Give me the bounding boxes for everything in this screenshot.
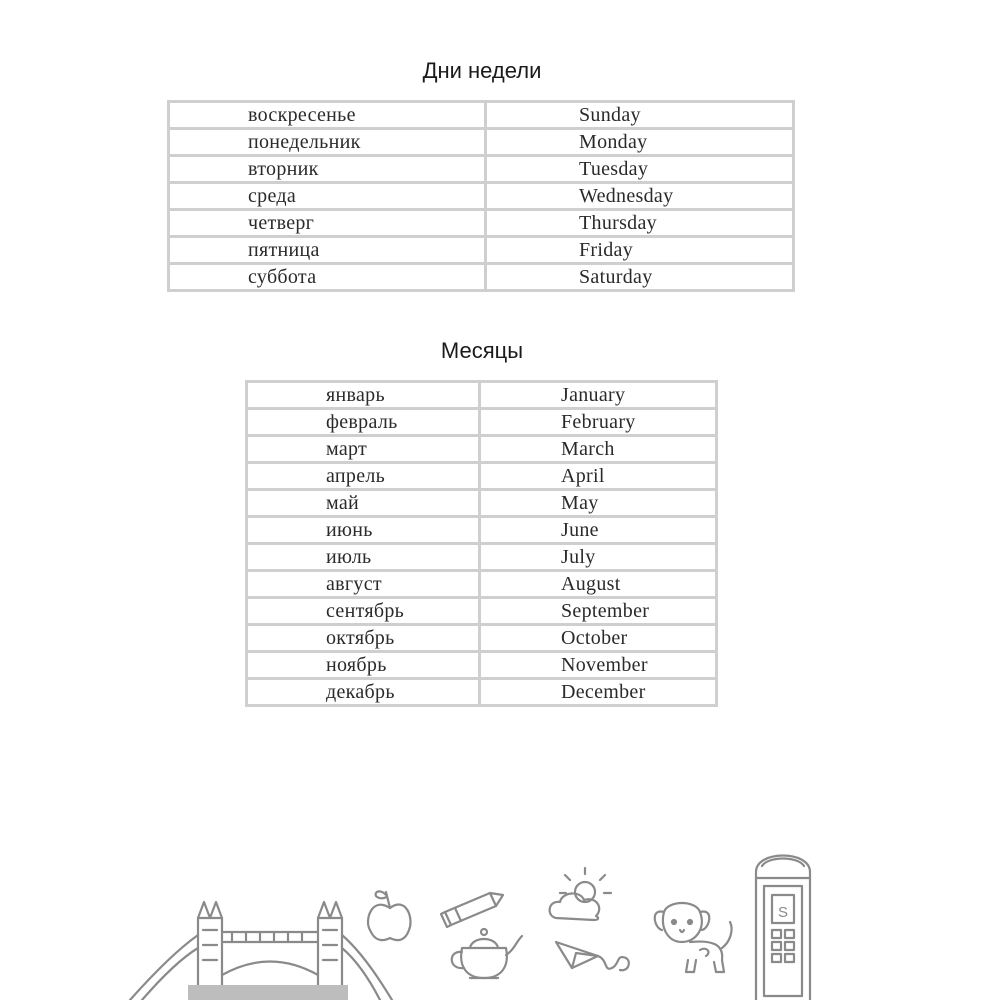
english-word: July (480, 544, 717, 571)
months-table (245, 380, 718, 707)
puppy-icon (655, 903, 732, 972)
english-word: May (480, 490, 717, 517)
russian-word: четверг (169, 210, 486, 237)
table-row (169, 210, 794, 237)
english-word: Saturday (486, 264, 794, 291)
table-row (247, 436, 717, 463)
russian-word: декабрь (247, 679, 480, 706)
english-word: November (480, 652, 717, 679)
english-word: Wednesday (486, 183, 794, 210)
english-word: Tuesday (486, 156, 794, 183)
russian-word: май (247, 490, 480, 517)
russian-word: апрель (247, 463, 480, 490)
russian-word: пятница (169, 237, 486, 264)
russian-word: август (247, 571, 480, 598)
english-word: March (480, 436, 717, 463)
english-word: September (480, 598, 717, 625)
table-row (247, 625, 717, 652)
table-row (169, 129, 794, 156)
english-word: February (480, 409, 717, 436)
days-title: Дни недели (422, 58, 542, 83)
english-word: December (480, 679, 717, 706)
apple-icon (368, 891, 410, 940)
table-row (169, 102, 794, 129)
sun-cloud-icon (550, 868, 611, 920)
english-word: August (480, 571, 717, 598)
phone-box-letter: S (777, 904, 789, 921)
english-word: Thursday (486, 210, 794, 237)
russian-word: среда (169, 183, 486, 210)
russian-word: октябрь (247, 625, 480, 652)
russian-word: январь (247, 382, 480, 409)
table-row (247, 544, 717, 571)
russian-word: июнь (247, 517, 480, 544)
russian-word: воскресенье (169, 102, 486, 129)
teapot-icon (452, 929, 522, 978)
months-title: Месяцы (440, 338, 524, 363)
russian-word: вторник (169, 156, 486, 183)
english-word: Monday (486, 129, 794, 156)
table-row (247, 598, 717, 625)
tower-bridge-icon (130, 902, 392, 1000)
days-of-week-table (167, 100, 795, 292)
russian-word: июль (247, 544, 480, 571)
english-word: October (480, 625, 717, 652)
london-doodles-illustration (0, 840, 1000, 1000)
russian-word: понедельник (169, 129, 486, 156)
russian-word: ноябрь (247, 652, 480, 679)
paper-plane-icon (556, 942, 629, 970)
table-row (169, 264, 794, 291)
table-row (247, 679, 717, 706)
table-row (247, 571, 717, 598)
pencil-icon (441, 893, 503, 927)
phone-box-icon (756, 856, 810, 1000)
table-row (169, 156, 794, 183)
table-row (247, 463, 717, 490)
russian-word: суббота (169, 264, 486, 291)
table-row (247, 652, 717, 679)
table-row (247, 517, 717, 544)
table-row (169, 183, 794, 210)
table-row (169, 237, 794, 264)
english-word: Friday (486, 237, 794, 264)
table-row (247, 382, 717, 409)
english-word: April (480, 463, 717, 490)
russian-word: февраль (247, 409, 480, 436)
english-word: January (480, 382, 717, 409)
english-word: Sunday (486, 102, 794, 129)
table-row (247, 490, 717, 517)
table-row (247, 409, 717, 436)
russian-word: сентябрь (247, 598, 480, 625)
russian-word: март (247, 436, 480, 463)
english-word: June (480, 517, 717, 544)
